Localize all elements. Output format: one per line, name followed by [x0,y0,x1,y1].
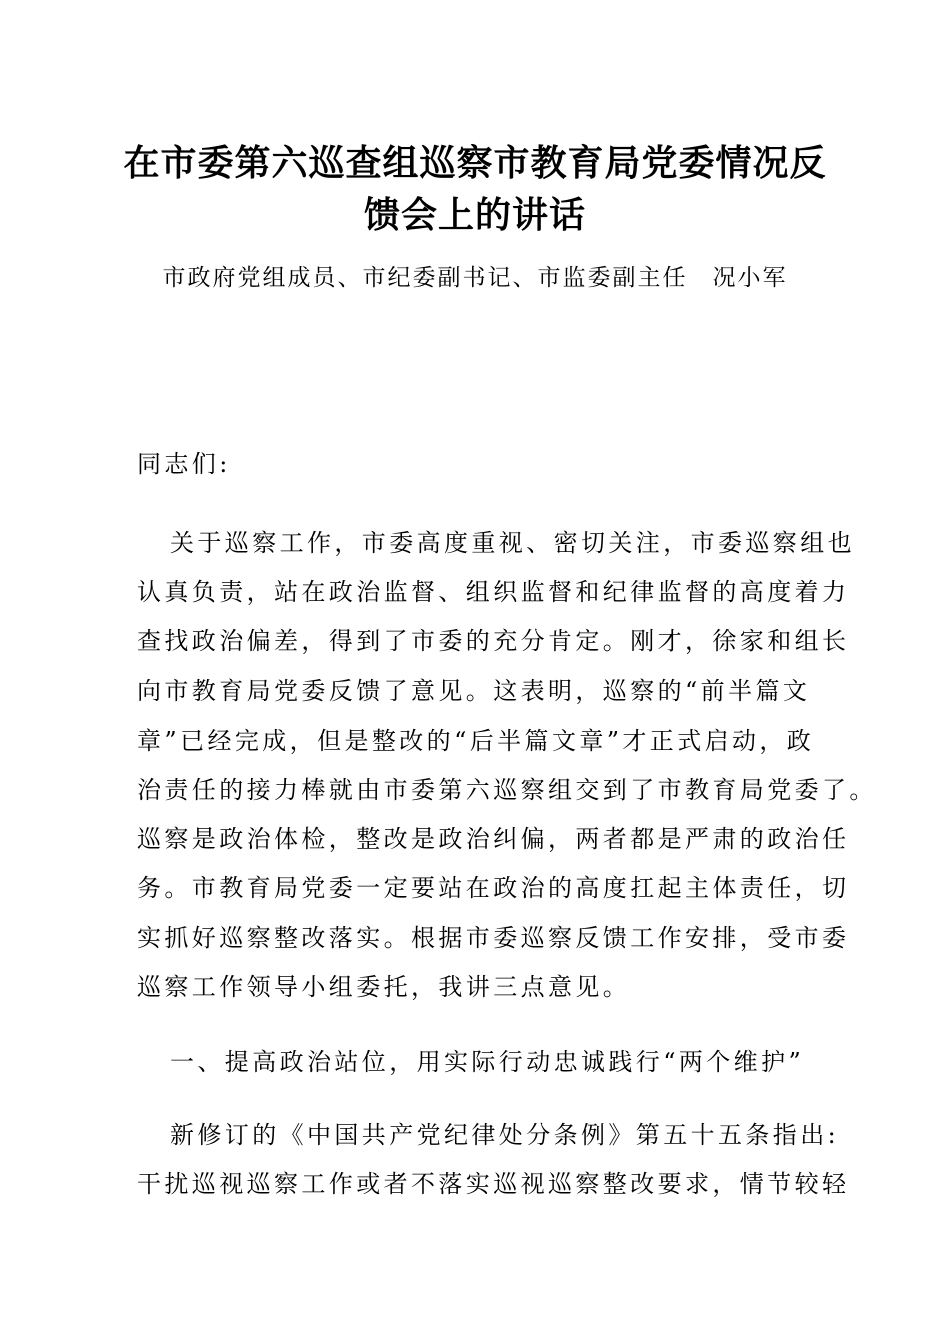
paragraph-line: 干扰巡视巡察工作或者不落实巡视巡察整改要求，情节较轻 [137,1170,850,1198]
paragraph-line: 章”已经完成，但是整改的“后半篇文章”才正式启动，政 [137,727,815,755]
document-title-line-2: 馈会上的讲话 [363,194,586,236]
paragraph-line: 认真负责，站在政治监督、组织监督和纪律监督的高度着力 [137,578,850,606]
paragraph-line: 实抓好巡察整改落实。根据市委巡察反馈工作安排，受市委 [137,924,850,952]
paragraph-line: 查找政治偏差，得到了市委的充分肯定。刚才，徐家和组长 [137,627,850,655]
paragraph-line: 巡察工作领导小组委托，我讲三点意见。 [137,973,631,1001]
paragraph-line: 务。市教育局党委一定要站在政治的高度扛起主体责任，切 [137,874,850,902]
paragraph-line: 关于巡察工作，市委高度重视、密切关注，市委巡察组也 [170,529,855,557]
paragraph-line: 巡察是政治体检，整改是政治纠偏，两者都是严肃的政治任 [137,825,850,853]
paragraph-line: 新修订的《中国共产党纪律处分条例》第五十五条指出: [170,1121,840,1149]
speaker-byline: 市政府党组成员、市纪委副书记、市监委副主任 况小军 [162,265,788,291]
document-title-line-1: 在市委第六巡查组巡察市教育局党委情况反 [123,142,827,184]
paragraph-line: 治责任的接力棒就由市委第六巡察组交到了市教育局党委了。 [137,776,877,804]
section-1-heading: 一、提高政治站位，用实际行动忠诚践行“两个维护” [170,1048,805,1076]
paragraph-line: 向市教育局党委反馈了意见。这表明，巡察的“前半篇文 [137,677,811,705]
salutation: 同志们: [137,450,231,478]
